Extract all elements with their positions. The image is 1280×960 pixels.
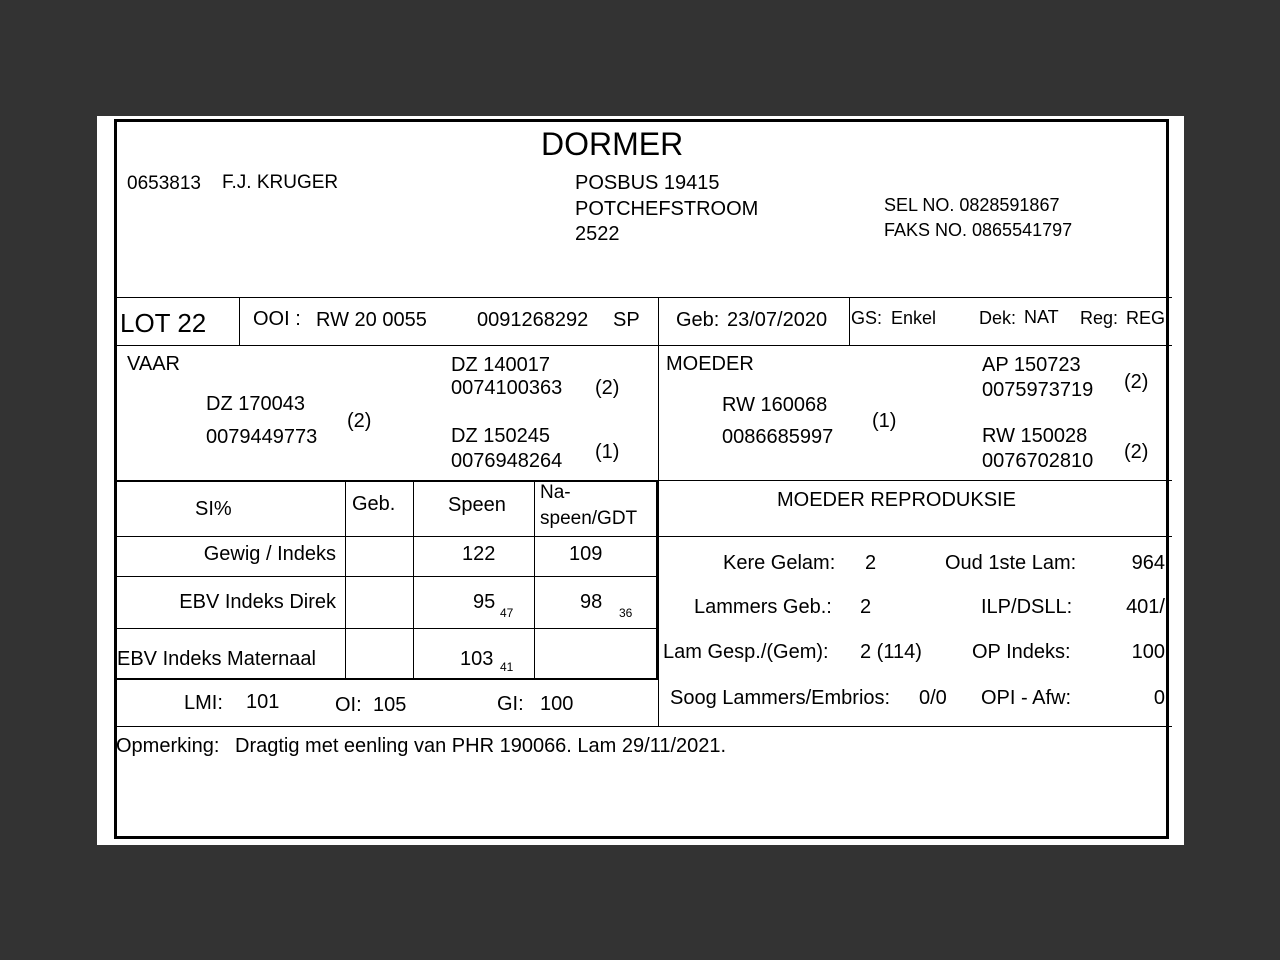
maternaal-speen-accuracy: 41	[500, 660, 514, 674]
geb-label: Geb:	[676, 309, 720, 331]
divider	[114, 678, 658, 680]
divider	[114, 726, 1172, 727]
dek-value: NAT	[1024, 307, 1059, 327]
ilp-dsll-label: ILP/DSLL:	[981, 596, 1073, 618]
oud-1ste-lam-label: Oud 1ste Lam:	[945, 552, 1077, 574]
moeder-sire-grade: (2)	[1124, 371, 1149, 393]
lmi-value: 101	[246, 691, 280, 713]
opi-afw-label: OPI - Afw:	[981, 687, 1072, 709]
ilp-dsll-value: 401/	[1126, 596, 1165, 618]
divider	[114, 480, 658, 482]
lmi-label: LMI:	[184, 692, 223, 714]
moeder-label: MOEDER	[666, 353, 754, 375]
direk-naspeen-accuracy: 36	[619, 606, 633, 620]
owner-code: 0653813	[127, 173, 201, 194]
vaar-sire-id: DZ 140017	[451, 354, 550, 376]
moeder-dam-id: RW 150028	[982, 425, 1088, 447]
gi-value: 100	[540, 693, 574, 715]
speen-header: Speen	[448, 494, 506, 516]
divider	[849, 298, 850, 345]
owner-name: F.J. KRUGER	[222, 172, 339, 193]
lam-gesp-label: Lam Gesp./(Gem):	[663, 641, 829, 663]
kere-gelam-value: 2	[865, 552, 877, 574]
soog-lammers-label: Soog Lammers/Embrios:	[670, 687, 891, 709]
lam-gesp-value: 2 (114)	[860, 641, 922, 663]
vaar-dam-id: DZ 150245	[451, 425, 550, 447]
op-indeks-label: OP Indeks:	[972, 641, 1071, 663]
divider	[413, 481, 414, 678]
geb-date: 23/07/2020	[727, 309, 828, 331]
divider	[114, 576, 658, 577]
gewig-speen: 122	[462, 543, 496, 565]
geb-header: Geb.	[352, 493, 396, 515]
reg-value: REG	[1126, 308, 1166, 328]
divider	[114, 297, 1172, 298]
divider	[656, 481, 658, 678]
row-label-ebv-maternaal: EBV Indeks Maternaal	[117, 648, 316, 670]
ooi-id: RW 20 0055	[316, 309, 427, 331]
divider	[239, 298, 240, 345]
lot-number: LOT 22	[120, 308, 207, 338]
fax-number: FAKS NO. 0865541797	[884, 220, 1073, 240]
divider	[658, 480, 1172, 481]
divider	[114, 628, 658, 629]
vaar-number: 0079449773	[206, 426, 318, 448]
oi-value: 105	[373, 694, 407, 716]
gs-label: GS:	[851, 308, 883, 328]
oud-1ste-lam-value: 964	[1131, 552, 1165, 574]
address-line-1: POSBUS 19415	[575, 172, 720, 194]
dek-label: Dek:	[979, 308, 1017, 328]
divider	[114, 536, 1172, 537]
divider	[114, 345, 1172, 346]
address-line-2: POTCHEFSTROOM	[575, 198, 759, 220]
row-label-ebv-direk: EBV Indeks Direk	[179, 591, 336, 613]
naspeen-header-line-2: speen/GDT	[540, 508, 638, 529]
kere-gelam-label: Kere Gelam:	[723, 552, 836, 574]
naspeen-header-line-1: Na-	[540, 482, 571, 503]
op-indeks-value: 100	[1131, 641, 1165, 663]
moeder-sire-number: 0075973719	[982, 379, 1094, 401]
ooi-code: SP	[613, 309, 640, 331]
divider	[534, 481, 535, 678]
ooi-label: OOI :	[253, 308, 301, 330]
breed-title: DORMER	[541, 126, 684, 162]
soog-lammers-value: 0/0	[919, 687, 947, 709]
si-header: SI%	[195, 498, 232, 520]
gewig-naspeen: 109	[569, 543, 603, 565]
gs-value: Enkel	[891, 308, 937, 328]
vaar-label: VAAR	[127, 353, 180, 375]
moeder-id: RW 160068	[722, 394, 828, 416]
divider	[658, 298, 659, 726]
oi-label: OI:	[335, 694, 362, 716]
opi-afw-value: 0	[1153, 687, 1165, 709]
moeder-number: 0086685997	[722, 426, 834, 448]
address-line-3: 2522	[575, 223, 620, 245]
reg-label: Reg:	[1080, 308, 1119, 328]
vaar-dam-grade: (1)	[595, 441, 620, 463]
divider	[345, 481, 346, 678]
direk-speen: 95	[473, 591, 496, 613]
direk-naspeen: 98	[580, 591, 603, 613]
maternaal-speen: 103	[460, 648, 494, 670]
lammers-geb-value: 2	[860, 596, 872, 618]
vaar-dam-number: 0076948264	[451, 450, 563, 472]
row-label-gewig: Gewig / Indeks	[203, 543, 336, 565]
ooi-number: 0091268292	[477, 309, 589, 331]
direk-speen-accuracy: 47	[500, 606, 514, 620]
vaar-sire-number: 0074100363	[451, 377, 563, 399]
vaar-grade: (2)	[347, 410, 372, 432]
phone-number: SEL NO. 0828591867	[884, 195, 1060, 215]
gi-label: GI:	[497, 693, 524, 715]
lammers-geb-label: Lammers Geb.:	[694, 596, 832, 618]
vaar-sire-grade: (2)	[595, 377, 620, 399]
opmerking-label: Opmerking:	[116, 735, 220, 757]
repro-title: MOEDER REPRODUKSIE	[777, 489, 1016, 511]
vaar-id: DZ 170043	[206, 393, 305, 415]
moeder-grade: (1)	[872, 410, 897, 432]
moeder-dam-number: 0076702810	[982, 450, 1094, 472]
opmerking-text: Dragtig met eenling van PHR 190066. Lam 29/11/2021.	[235, 735, 727, 757]
moeder-dam-grade: (2)	[1124, 441, 1149, 463]
moeder-sire-id: AP 150723	[982, 354, 1081, 376]
